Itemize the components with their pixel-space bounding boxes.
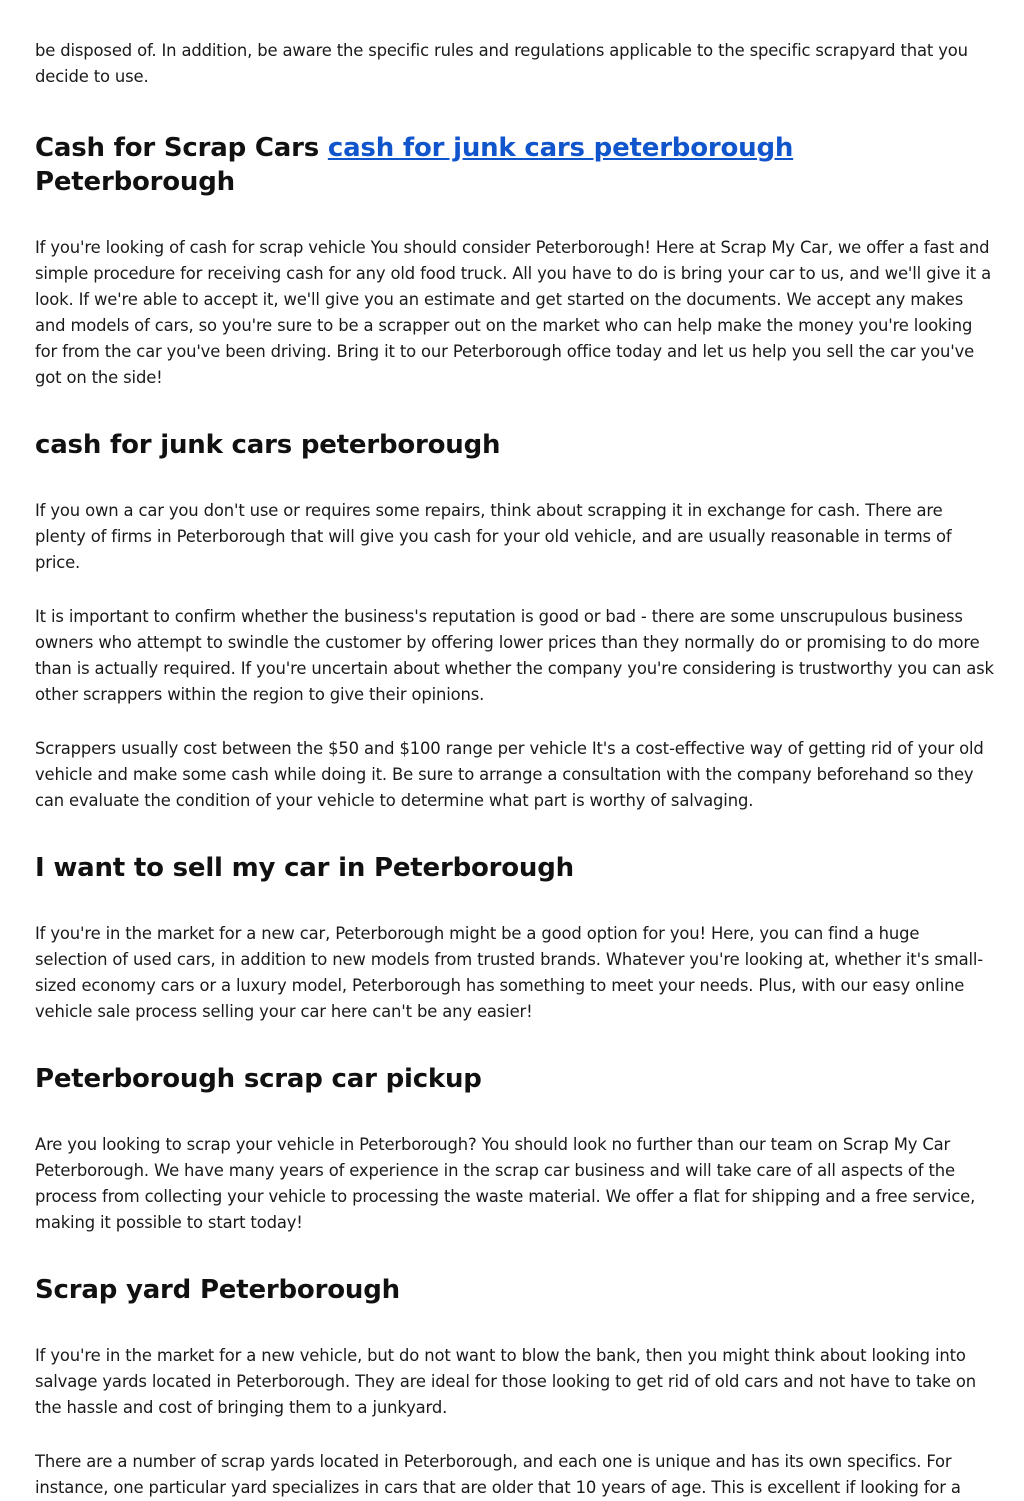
heading-keyword-link[interactable]: cash for junk cars peterborough — [327, 133, 794, 163]
section-paragraph: Scrappers usually cost between the $50 and $100 range per vehicle It's a cost-effective way of getting rid of your old vehicle and make some cash while doing it. Be sure to arrange a consultation with the company beforehand so they can evaluate the condition of your vehicle to determine what part is worthy of salvaging. — [35, 739, 984, 810]
heading-suffix: Peterborough — [35, 167, 235, 197]
section-heading-cash-for-scrap-cars — [35, 131, 995, 199]
section-heading-sell-my-car: I want to sell my car in Peterborough — [35, 853, 574, 883]
section-paragraph: If you're in the market for a new car, Peterborough might be a good option for you! Here, you can find a huge selection of used cars, in addition to new models from trusted brands. Whatever you're looking at, whether it's small-sized economy cars or a luxury model, Peterborough has something to meet your needs. Plus, with our easy online vehicle sale process selling your car here can't be any easier! — [35, 924, 984, 1021]
document-page — [35, 38, 995, 1501]
section-paragraph: There are a number of scrap yards located in Peterborough, and each one is unique and has its own specifics. For instance, one particular yard specializes in cars that are older that 10 years of age. This is excellent if looking for a — [35, 1452, 961, 1497]
section-paragraph: If you're looking of cash for scrap vehicle You should consider Peterborough! Here at Scrap My Car, we offer a fast and simple procedure for receiving cash for any old food truck. All you have to do is bring your car to us, and we'll give it a look. If we're able to accept it, we'll give you an estimate and get started on the documents. We accept any makes and models of cars, so you're sure to be a scrapper out on the market who can help make the money you're looking for from the car you've been driving. Bring it to our Peterborough office today and let us help you sell the car you've got on the side! — [35, 238, 991, 387]
intro-paragraph: be disposed of. In addition, be aware the specific rules and regulations applicable to the specific scrapyard that you decide to use. — [35, 41, 968, 86]
section-paragraph: If you're in the market for a new vehicle, but do not want to blow the bank, then you might think about looking into salvage yards located in Peterborough. They are ideal for those looking to get rid of old cars and not have to take on the hassle and cost of bringing them to a junkyard. — [35, 1346, 976, 1417]
heading-prefix: Cash for Scrap Cars — [35, 133, 328, 163]
section-paragraph: Are you looking to scrap your vehicle in Peterborough? You should look no further than our team on Scrap My Car Peterborough. We have many years of experience in the scrap car business and will take care of all aspects of the process from collecting your vehicle to processing the waste material. We offer a flat for shipping and a free service, making it possible to start today! — [35, 1135, 976, 1232]
section-heading-scrap-car-pickup: Peterborough scrap car pickup — [35, 1064, 482, 1094]
section-heading-scrap-yard: Scrap yard Peterborough — [35, 1275, 400, 1305]
section-paragraph: It is important to confirm whether the business's reputation is good or bad - there are some unscrupulous business owners who attempt to swindle the customer by offering lower prices than they normally do or promising to do more than is actually required. If you're uncertain about whether the company you're considering is trustworthy you can ask other scrappers within the region to give their opinions. — [35, 607, 994, 704]
section-heading-cash-for-junk-cars: cash for junk cars peterborough — [35, 430, 501, 460]
section-paragraph: If you own a car you don't use or requires some repairs, think about scrapping it in exchange for cash. There are plenty of firms in Peterborough that will give you cash for your old vehicle, and are usually reasonable in terms of price. — [35, 501, 952, 572]
